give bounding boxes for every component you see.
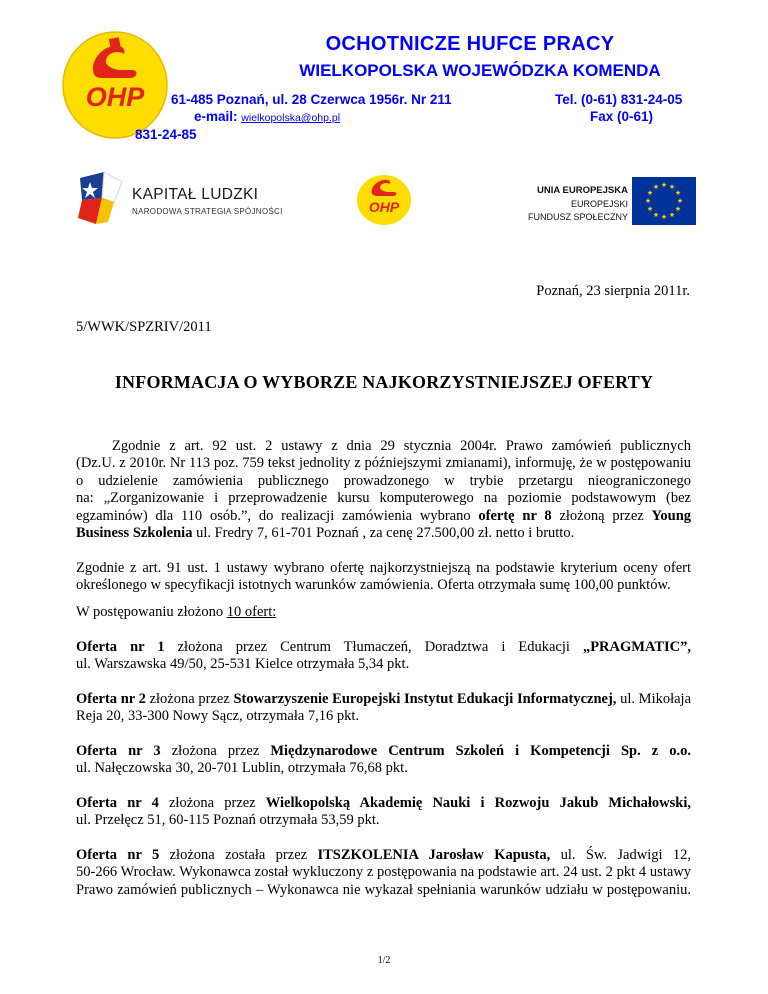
svg-text:★: ★ [668,183,676,191]
eu-line2: EUROPEJSKI [570,199,628,209]
offer-count-value: 10 ofert: [226,604,277,620]
eu-line1: UNIA EUROPEJSKA [537,185,628,196]
offer-3: Oferta nr 3 złożona przez Międzynarodowe Centrum Szkoleń i Kompetencji Sp. z o.o. ul. Nałęczowska 30, 20-701 Lublin, otrzymała 76,68 pkt. [76,743,692,777]
svg-text:★: ★ [644,197,652,205]
svg-text:★: ★ [674,189,682,197]
address: 61-485 Poznań, ul. 28 Czerwca 1956r. Nr 211 [171,92,452,107]
kapital-ludzki-logo-icon [74,168,128,230]
winning-offer: ofertę nr 8 [478,507,552,524]
criteria-paragraph: Zgodnie z art. 91 ust. 1 ustawy wybrano ofertę najkorzystniejszą na podstawie kryterium oceny ofert określonego w specyfikacji istotnych warunków zamówienia. Oferta otrzymała sumę 100,00 punktów. [76,560,691,594]
document-title: INFORMACJA O WYBORZE NAJKORZYSTNIEJSZEJ OFERTY [114,372,654,392]
intro-paragraph: Zgodnie z art. 92 ust. 2 ustawy z dnia 29 stycznia 2004r. Prawo zamówień publicznych (Dz.U. z 2010r. Nr 113 poz. 759 tekst jednolity z późniejszymi zmianami), informuję, że w postępowaniu o udzielenie zamówienia publicznego prowadzonego w trybie przetargu nieograniczonego na: „Zorganizowanie i przeprowadzenie kursu komputerowego na poziomie podstawowym (bez egzaminów) dla 110 osób.”, do realizacji zamówienia wybrano ofertę nr 8 złożoną przez Young Business Szkolenia ul. Fredry 7, 61-701 Poznań , za cenę 27.500,00 zł. netto i brutto. [76,438,692,542]
document-date: Poznań, 23 sierpnia 2011r. [536,283,690,299]
telephone: Tel. (0-61) 831-24-05 [555,92,683,107]
page-number: 1/2 [377,955,391,966]
kapital-ludzki-title: KAPITAŁ LUDZKI [132,186,259,203]
email-line [194,109,340,124]
ohp-center-logo-text: OHP [368,199,400,215]
offer-2: Oferta nr 2 złożona przez Stowarzyszenie Europejski Instytut Edukacji Informatycznej, ul. Mikołaja Reja 20, 33-300 Nowy Sącz, otrzymała 7,16 pkt. [76,691,692,725]
svg-text:★: ★ [652,211,660,219]
svg-text:★: ★ [652,183,660,191]
winner-name: Business Szkolenia [76,525,193,542]
svg-text:★: ★ [646,205,654,213]
svg-text:★: ★ [668,211,676,219]
eu-flag-icon [632,177,696,225]
svg-text:★: ★ [674,205,682,213]
svg-text:★: ★ [646,189,654,197]
fax: Fax (0-61) [590,109,654,124]
svg-text:★: ★ [676,197,684,205]
fax-number: 831-24-85 [135,127,197,142]
offer-5: Oferta nr 5 złożona została przez ITSZKOLENIA Jarosław Kapusta, ul. Św. Jadwigi 12, 50-266 Wrocław. Wykonawca został wykluczony z postępowania na podstawie art. 24 ust. 2 pkt 4 ustawy Prawo zamówień publicznych – Wykonawca nie wykazał spełniania warunków udziału w postępowaniu. [76,847,692,898]
offer-count: W postępowaniu złożono 10 ofert: [76,604,277,620]
kapital-ludzki-subtitle: NARODOWA STRATEGIA SPÓJNOŚCI [132,207,283,216]
org-subtitle: WIELKOPOLSKA WOJEWÓDZKA KOMENDA [299,61,661,80]
offer-4: Oferta nr 4 złożona przez Wielkopolską Akademię Nauki i Rozwoju Jakub Michałowski, ul. Przełęcz 51, 60-115 Poznań otrzymała 53,59 pkt. [76,795,691,829]
org-title: OCHOTNICZE HUFCE PRACY [325,33,615,55]
ohp-logo-text: OHP [85,82,145,112]
eu-line3: FUNDUSZ SPOŁECZNY [527,212,628,222]
email-link[interactable]: wielkopolska@ohp.pl [241,112,341,124]
reference-number: 5/WWK/SPZRIV/2011 [76,319,212,335]
svg-text:★: ★ [660,213,668,221]
ohp-logo [60,28,170,140]
email-label: e-mail: [194,109,238,124]
svg-text:★: ★ [660,181,668,189]
ohp-center-logo [356,174,412,226]
offer-1: Oferta nr 1 złożona przez Centrum Tłumaczeń, Doradztwa i Edukacji „PRAGMATIC”, ul. Warszawska 49/50, 25-531 Kielce otrzymała 5,34 pkt. [76,639,692,673]
